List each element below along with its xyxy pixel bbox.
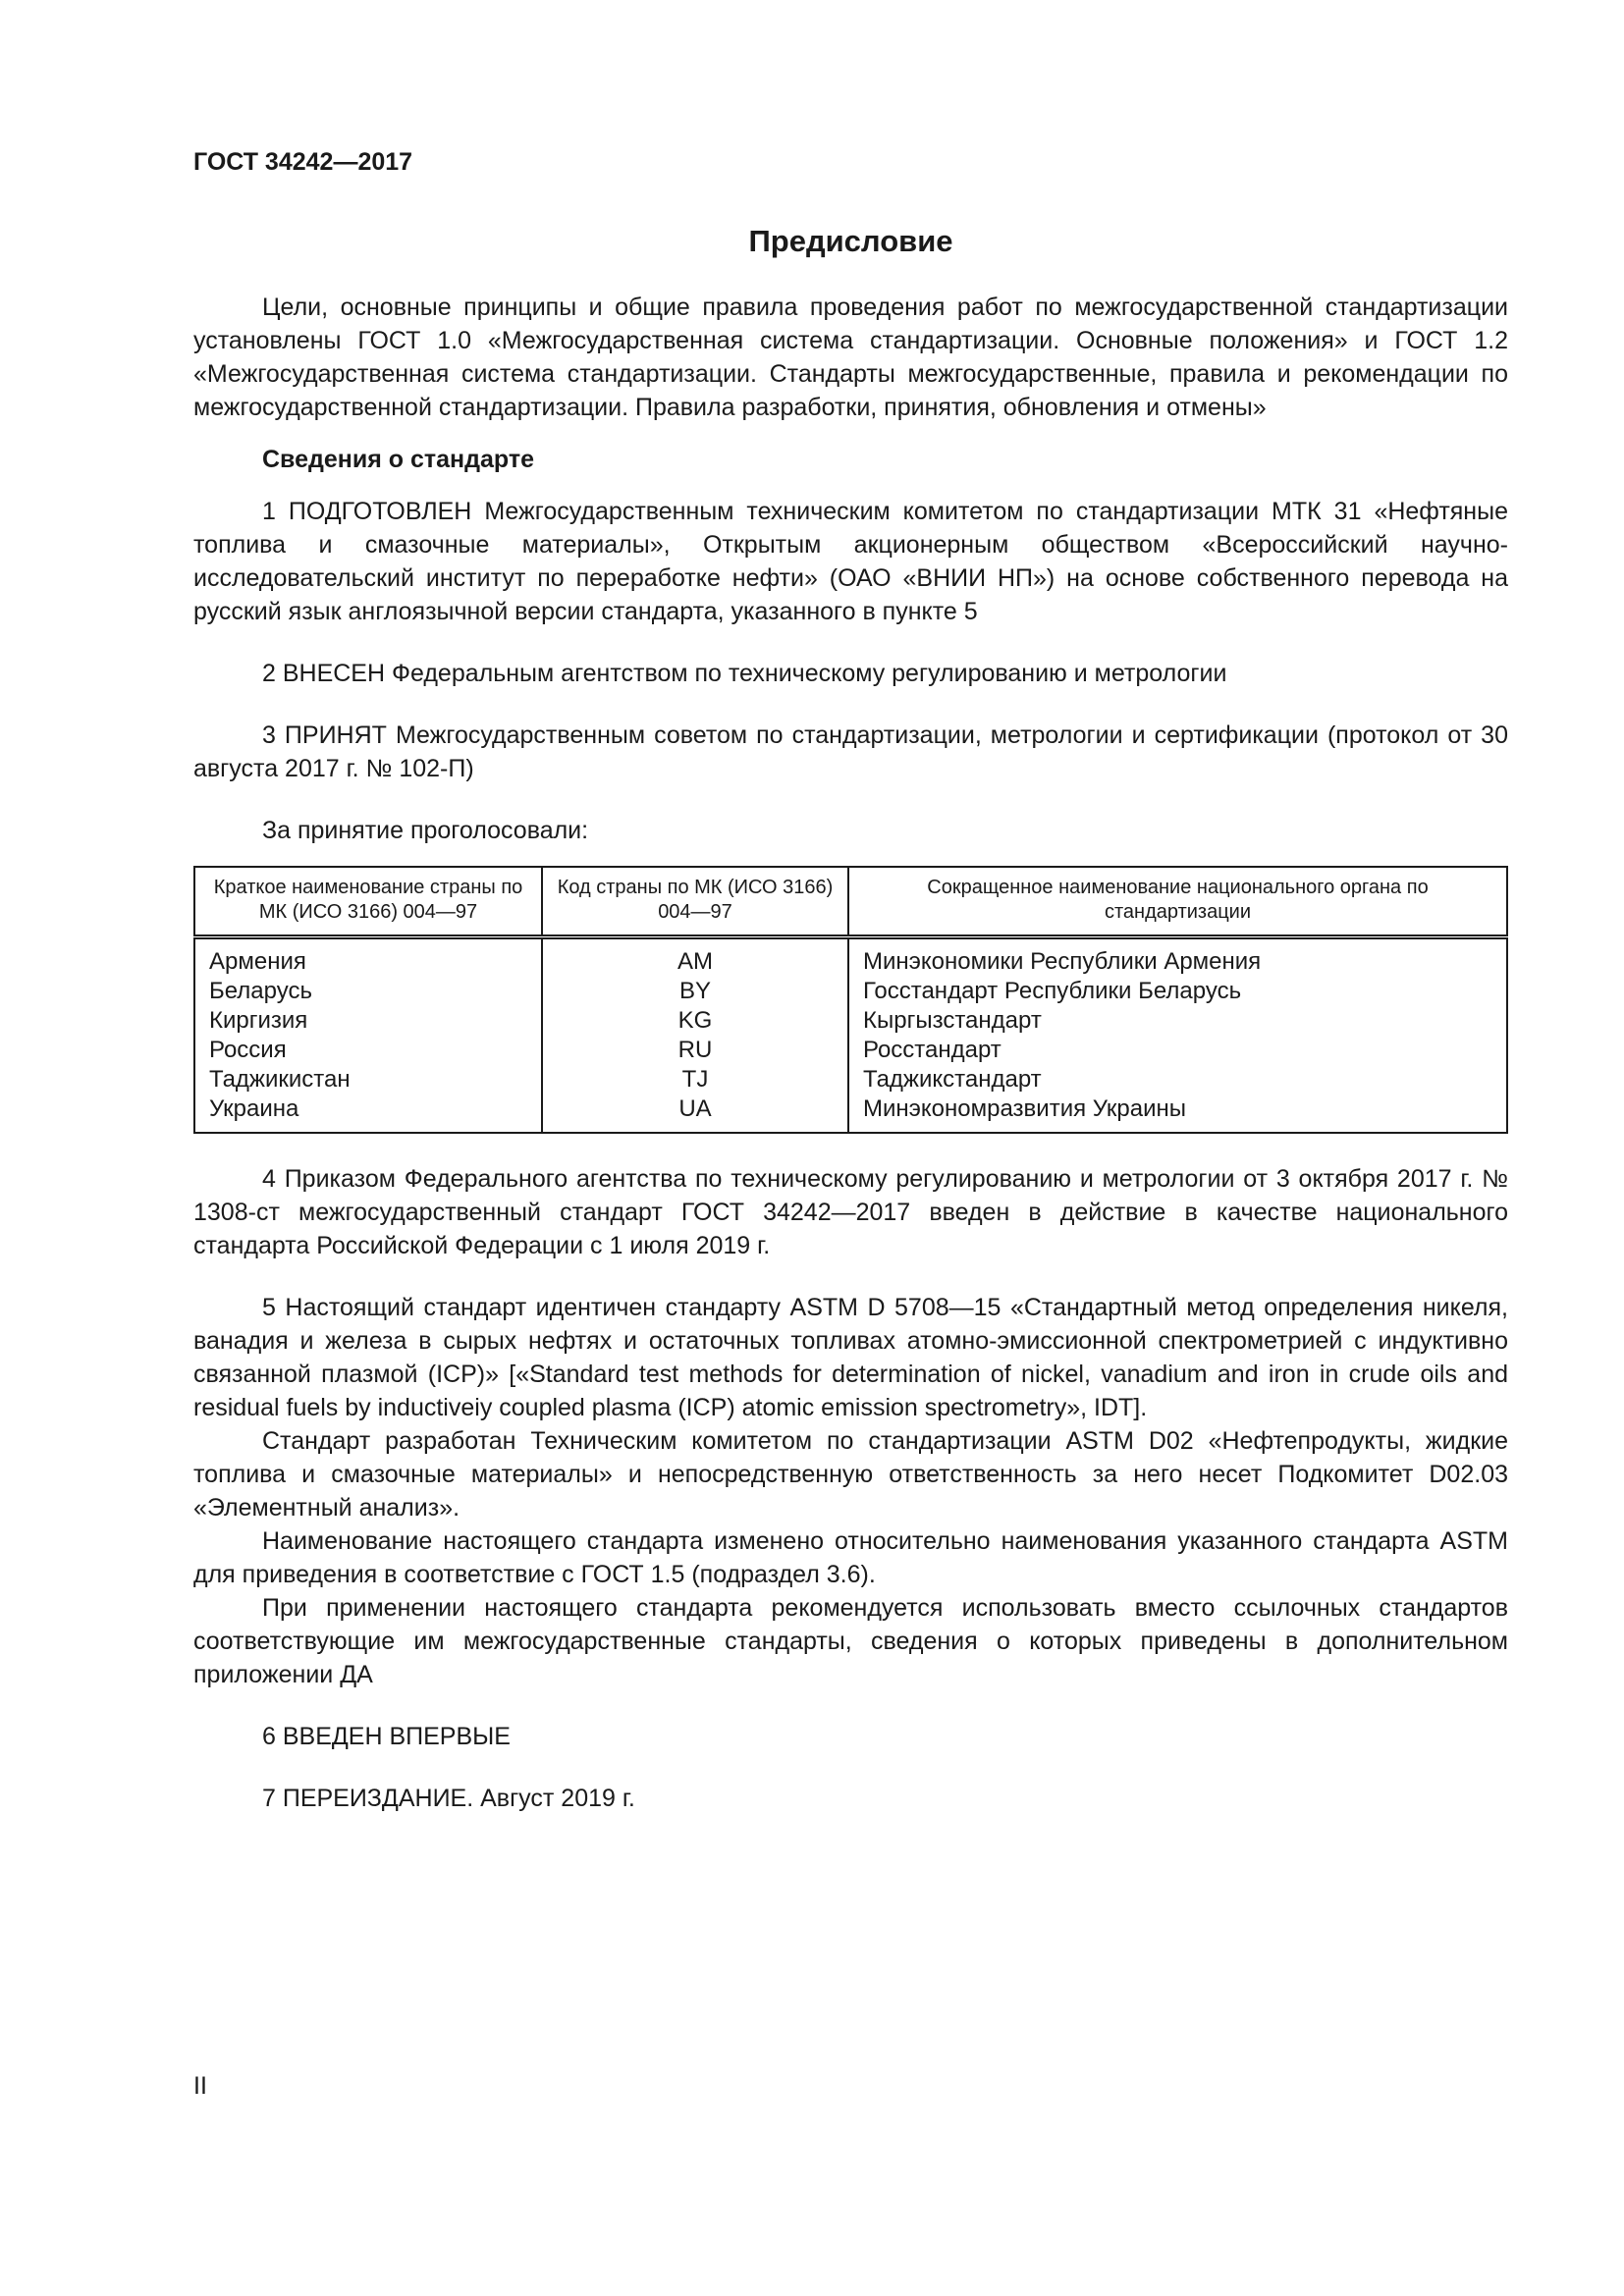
body-cell: Кыргызстандарт — [848, 1006, 1507, 1036]
intro-paragraph: Цели, основные принципы и общие правила проведения работ по межгосударственной стандартизации установлены ГОСТ 1.0 «Межгосударственная система стандартизации. Основные положения» и ГОСТ 1.2 «Межгосударственная система стандартизации. Стандарты межгосударственные, правила и рекомендации по межгосударственной стандартизации. Правила разработки, принятия, обновления и отмены» — [193, 294, 1508, 421]
body-cell: Таджикстандарт — [848, 1065, 1507, 1095]
country-cell: Беларусь — [194, 977, 542, 1006]
table-row — [194, 1006, 1507, 1036]
item-4: 4 Приказом Федерального агентства по техническому регулированию и метрологии от 3 октября 2017 г. № 1308-ст межгосударственный стандарт ГОСТ 34242—2017 введен в действие в качестве национального стандарта Российской Федерации с 1 июля 2019 г. — [193, 1165, 1508, 1259]
item-2: 2 ВНЕСЕН Федеральным агентством по техническому регулированию и метрологии — [262, 660, 1227, 687]
body-cell: Минэкономики Республики Армения — [848, 937, 1507, 978]
item-5: 5 Настоящий стандарт идентичен стандарту ASTM D 5708—15 «Стандартный метод определения никеля, ванадия и железа в сырых нефтях и остаточных топливах атомно-эмиссионной спектрометрией с индуктивно связанной плазмой (ICP)» [«Standard test methods for determination of nickel, vanadium and iron in crude oils and residual fuels by inductiveiy coupled plasma (ICP) atomic emission spectrometry», IDT]. — [193, 1294, 1508, 1421]
country-cell: Украина — [194, 1095, 542, 1133]
code-cell: RU — [542, 1036, 848, 1065]
item-1: 1 ПОДГОТОВЛЕН Межгосударственным техническим комитетом по стандартизации МТК 31 «Нефтяные топлива и смазочные материалы», Открытым акционерным обществом «Всероссийский научно-исследовательский институт по переработке нефти» (ОАО «ВНИИ НП») на основе собственного перевода на русский язык англоязычной версии стандарта, указанного в пункте 5 — [193, 498, 1508, 625]
country-cell: Таджикистан — [194, 1065, 542, 1095]
table-header-body: Сокращенное наименование национального органа по стандартизации — [848, 867, 1507, 937]
country-cell: Киргизия — [194, 1006, 542, 1036]
body-cell: Росстандарт — [848, 1036, 1507, 1065]
item-5-committee: Стандарт разработан Техническим комитетом по стандартизации ASTM D02 «Нефтепродукты, жидкие топлива и смазочные материалы» и непосредственную ответственность за него несет Подкомитет D02.03 «Элементный анализ». — [193, 1427, 1508, 1522]
table-row — [194, 937, 1507, 978]
table-row — [194, 1065, 1507, 1095]
document-code: ГОСТ 34242—2017 — [193, 148, 413, 176]
item-7: 7 ПЕРЕИЗДАНИЕ. Август 2019 г. — [262, 1785, 635, 1812]
country-cell: Армения — [194, 937, 542, 978]
table-header-code: Код страны по МК (ИСО 3166) 004—97 — [542, 867, 848, 937]
foreword-body — [193, 291, 1508, 1815]
vote-label: За принятие проголосовали: — [262, 817, 589, 844]
code-cell: BY — [542, 977, 848, 1006]
code-cell: KG — [542, 1006, 848, 1036]
page-title: Предисловие — [748, 224, 953, 258]
table-header-country: Краткое наименование страны по МК (ИСО 3166) 004—97 — [194, 867, 542, 937]
item-5-reference-note: При применении настоящего стандарта рекомендуется использовать вместо ссылочных стандартов соответствующие им межгосударственные стандарты, сведения о которых приведены в дополнительном приложении ДА — [193, 1594, 1508, 1688]
table-row — [194, 1036, 1507, 1065]
voting-table — [193, 866, 1508, 1134]
info-heading: Сведения о стандарте — [262, 446, 535, 473]
item-6: 6 ВВЕДЕН ВПЕРВЫЕ — [262, 1723, 511, 1750]
page-number: II — [193, 2072, 207, 2100]
code-cell: AM — [542, 937, 848, 978]
table-header-row — [194, 867, 1507, 937]
item-5-title-note: Наименование настоящего стандарта изменено относительно наименования указанного стандарта ASTM для приведения в соответствие с ГОСТ 1.5 (подраздел 3.6). — [193, 1527, 1508, 1588]
code-cell: TJ — [542, 1065, 848, 1095]
item-3: 3 ПРИНЯТ Межгосударственным советом по стандартизации, метрологии и сертификации (протокол от 30 августа 2017 г. № 102-П) — [193, 721, 1508, 782]
table-row — [194, 977, 1507, 1006]
table-row — [194, 1095, 1507, 1133]
code-cell: UA — [542, 1095, 848, 1133]
body-cell: Минэкономразвития Украины — [848, 1095, 1507, 1133]
body-cell: Госстандарт Республики Беларусь — [848, 977, 1507, 1006]
country-cell: Россия — [194, 1036, 542, 1065]
